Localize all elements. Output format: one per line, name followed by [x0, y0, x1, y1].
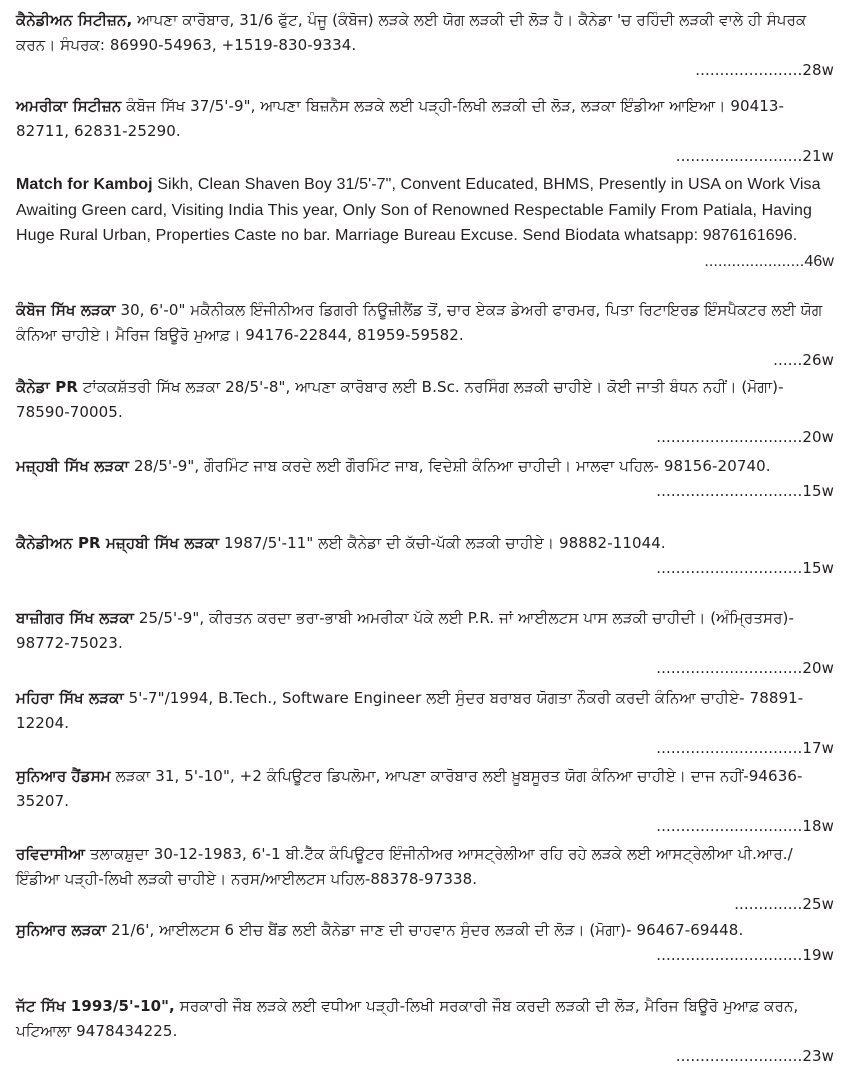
ad-listing — [16, 842, 834, 917]
ad-text: 30, 6'-0" ਮਕੈਨੀਕਲ ਇੰਜੀਨੀਅਰ ਡਿਗਰੀ ਨਿਊਜ਼ੀਲੈਂਡ ਤੋਂ, ਚਾਰ ਏਕੜ ਡੇਅਰੀ ਫਾਰਮਰ, ਪਿਤਾ ਰਿਟਾਇਰਡ ਇੰਸਪੈਕਟਰ ਲਈ ਯੋਗ ਕੰਨਿਆ ਚਾਹੀਏ। ਮੈਰਿਜ ਬਿਊਰੋ ਮੁਆਫ਼। 94176-22844, 81959-59582. — [16, 301, 823, 344]
ad-heading: ਸੁਨਿਆਰ ਲੜਕਾ — [16, 921, 107, 939]
ad-heading: ਅਮਰੀਕਾ ਸਿਟੀਜ਼ਨ — [16, 97, 122, 115]
ad-listing — [16, 8, 834, 83]
ad-text: 28/5'-9", ਗੌਰਮਿੰਟ ਜਾਬ ਕਰਦੇ ਲਈ ਗੌਰਮਿੰਟ ਜਾਬ, ਵਿਦੇਸ਼ੀ ਕੰਨਿਆ ਚਾਹੀਦੀ। ਮਾਲਵਾ ਪਹਿਲ- 98156-20740. — [129, 457, 771, 475]
ad-text: 21/6', ਆਈਲਟਸ 6 ਈਚ ਬੈਂਡ ਲਈ ਕੈਨੇਡਾ ਜਾਣ ਦੀ ਚਾਹਵਾਨ ਸੁੰਦਰ ਲੜਕੀ ਦੀ ਲੋੜ। (ਮੋਗਾ)- 96467-69448. — [106, 921, 744, 939]
ad-reference: ..........................21w — [675, 147, 834, 165]
ad-text: 25/5'-9", ਕੀਰਤਨ ਕਰਦਾ ਭਰਾ-ਭਾਬੀ ਅਮਰੀਕਾ ਪੱਕੇ ਲਈ P.R. ਜਾਂ ਆਈਲਟਸ ਪਾਸ ਲੜਕੀ ਚਾਹੀਦੀ। (ਅੰਮ੍ਰਿਤਸਰ)- 98772-75023. — [16, 609, 794, 652]
ad-listing — [16, 918, 834, 968]
ad-reference: ......................28w — [695, 61, 834, 79]
ad-text: ਕੰਬੋਜ ਸਿੱਖ 37/5'-9", ਆਪਣਾ ਬਿਜ਼ਨੈਸ ਲੜਕੇ ਲਈ ਪੜ੍ਹੀ-ਲਿਖੀ ਲੜਕੀ ਦੀ ਲੋੜ, ਲੜਕਾ ਇੰਡੀਆ ਆਇਆ। 90413-82711, 62831-25290. — [16, 97, 785, 140]
ad-heading: ਮਜ਼੍ਹਬੀ ਸਿੱਖ ਲੜਕਾ — [16, 457, 130, 475]
ad-listing — [16, 764, 834, 839]
ad-reference: ..............................18w — [656, 817, 834, 835]
ad-reference: ..............................17w — [656, 739, 834, 757]
ad-reference: ..............................20w — [656, 659, 834, 677]
ad-heading: ਸੁਨਿਆਰ ਹੈਂਡਸਮ — [16, 767, 111, 785]
ad-heading: ਕੈਨੇਡਾ PR — [16, 378, 79, 396]
ad-heading: ਕੰਬੋਜ ਸਿੱਖ ਲੜਕਾ — [16, 301, 116, 319]
ad-reference: ......26w — [773, 351, 834, 369]
ad-reference: ..........................23w — [675, 1047, 834, 1065]
ad-listing — [16, 454, 834, 504]
ad-heading: ਕੈਨੇਡੀਅਨ ਸਿਟੀਜ਼ਨ, — [16, 11, 133, 29]
ad-listing — [16, 298, 834, 373]
ad-reference: ..............................15w — [656, 482, 834, 500]
ad-heading: Match for Kamboj — [16, 176, 153, 193]
ad-text: 5'-7"/1994, B.Tech., Software Engineer ਲਈ ਸੁੰਦਰ ਬਰਾਬਰ ਯੋਗਤਾ ਨੌਕਰੀ ਕਰਦੀ ਕੰਨਿਆ ਚਾਹੀਏ- 78891-12204. — [16, 689, 804, 732]
ad-text: ਟਾਂਕਕਸ਼ੱਤਰੀ ਸਿੱਖ ਲੜਕਾ 28/5'-8", ਆਪਣਾ ਕਾਰੋਬਾਰ ਲਈ B.Sc. ਨਰਸਿੰਗ ਲੜਕੀ ਚਾਹੀਏ। ਕੋਈ ਜਾਤੀ ਬੰਧਨ ਨਹੀਂ। (ਮੋਗਾ)- 78590-70005. — [16, 378, 784, 421]
ad-heading: ਬਾਜ਼ੀਗਰ ਸਿੱਖ ਲੜਕਾ — [16, 609, 135, 627]
ad-reference: ..............25w — [734, 895, 834, 913]
ad-listing — [16, 94, 834, 169]
ad-listing — [16, 686, 834, 761]
ad-reference: ..............................19w — [656, 946, 834, 964]
ad-listing — [16, 994, 834, 1069]
ad-reference: ..............................15w — [656, 559, 834, 577]
ad-listing — [16, 375, 834, 450]
ad-text: ਲੜਕਾ 31, 5'-10", +2 ਕੰਪਿਊਟਰ ਡਿਪਲੋਮਾ, ਆਪਣਾ ਕਾਰੋਬਾਰ ਲਈ ਖ਼ੂਬਸੂਰਤ ਯੋਗ ਕੰਨਿਆ ਚਾਹੀਏ। ਦਾਜ ਨਹੀਂ-94636-35207. — [16, 767, 803, 810]
ad-text: ਆਪਣਾ ਕਾਰੋਬਾਰ, 31/6 ਫੁੱਟ, ਪੰਜੂ (ਕੰਬੋਜ) ਲੜਕੇ ਲਈ ਯੋਗ ਲੜਕੀ ਦੀ ਲੋੜ ਹੈ। ਕੈਨੇਡਾ 'ਚ ਰਹਿੰਦੀ ਲੜਕੀ ਵਾਲੇ ਹੀ ਸੰਪਰਕ ਕਰਨ। ਸੰਪਰਕ: 86990-54963, +1519-830-9334. — [16, 11, 807, 54]
ad-listing — [16, 531, 834, 581]
ad-reference: ......................46w — [704, 252, 834, 270]
ad-heading: ਮਹਿਰਾ ਸਿੱਖ ਲੜਕਾ — [16, 689, 124, 707]
ad-text: ਸਰਕਾਰੀ ਜੌਬ ਲੜਕੇ ਲਈ ਵਧੀਆ ਪੜ੍ਹੀ-ਲਿਖੀ ਸਰਕਾਰੀ ਜੌਬ ਕਰਦੀ ਲੜਕੀ ਦੀ ਲੋੜ, ਮੈਰਿਜ ਬਿਊਰੋ ਮੁਆਫ਼ ਕਰਨ, ਪਟਿਆਲਾ 9478434225. — [16, 997, 799, 1040]
ad-heading: ਕੈਨੇਡੀਅਨ PR ਮਜ਼੍ਹਬੀ ਸਿੱਖ ਲੜਕਾ — [16, 534, 220, 552]
ad-text: 1987/5'-11" ਲਈ ਕੈਨੇਡਾ ਦੀ ਕੱਚੀ-ਪੱਕੀ ਲੜਕੀ ਚਾਹੀਏ। 98882-11044. — [219, 534, 666, 552]
ad-reference: ..............................20w — [656, 428, 834, 446]
ad-listing — [16, 172, 834, 274]
ad-text: Sikh, Clean Shaven Boy 31/5'-7", Convent Educated, BHMS, Presently in USA on Work Visa Awaiting Green card, Visiting India This year, Only Son of Renowned Respectable Family From Patiala, Having Huge Rural Urban, Properties Caste no bar. Marriage Bureau Excuse. Send Biodata whatsapp: 9876161696. — [16, 176, 821, 244]
ad-heading: ਜੱਟ ਸਿੱਖ 1993/5'-10", — [16, 997, 175, 1015]
ad-listing — [16, 606, 834, 681]
ad-heading: ਰਵਿਦਾਸੀਆ — [16, 845, 86, 863]
ad-text: ਤਲਾਕਸ਼ੁਦਾ 30-12-1983, 6'-1 ਬੀ.ਟੈੱਕ ਕੰਪਿਊਟਰ ਇੰਜੀਨੀਅਰ ਆਸਟ੍ਰੇਲੀਆ ਰਹਿ ਰਹੇ ਲੜਕੇ ਲਈ ਆਸਟ੍ਰੇਲੀਆ ਪੀ.ਆਰ./ਇੰਡੀਆ ਪੜ੍ਹੀ-ਲਿਖੀ ਲੜਕੀ ਚਾਹੀਏ। ਨਰਸ/ਆਈਲਟਸ ਪਹਿਲ-88378-97338. — [16, 845, 793, 888]
